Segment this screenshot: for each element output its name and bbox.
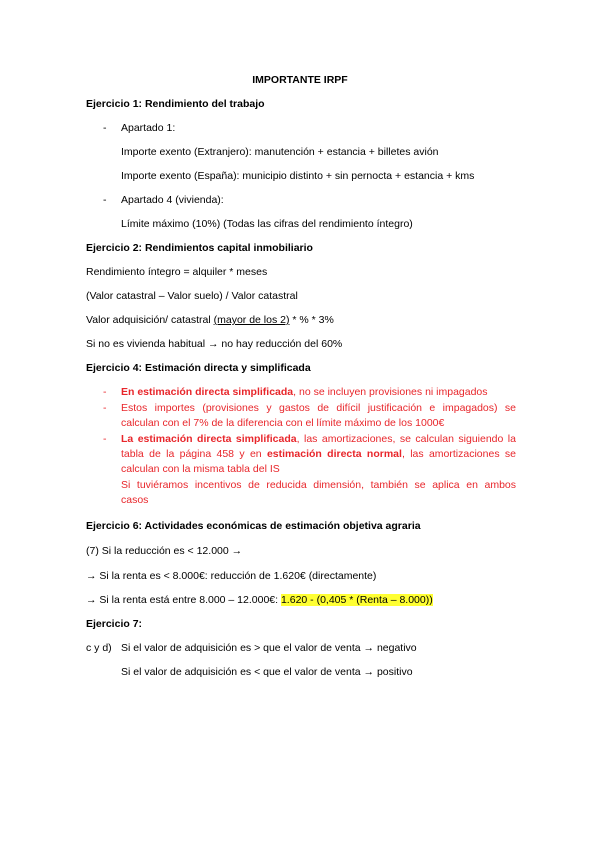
ej6-line1 xyxy=(86,544,242,558)
ej6-line2 xyxy=(86,569,376,583)
ej7-label: c y d) xyxy=(86,642,112,654)
ej6-line3-text: Si la renta está entre 8.000 – 12.000€: xyxy=(96,594,281,606)
ej4-b1-rest: , no se incluyen provisiones ni impagados xyxy=(293,386,488,398)
ej2-line3-a: Valor adquisición/ catastral xyxy=(86,314,214,326)
bullet-dash: - xyxy=(103,122,107,134)
ej6-line1-text: (7) Si la reducción es < 12.000 xyxy=(86,545,232,557)
arrow-icon: → xyxy=(363,642,375,654)
ej2-line4 xyxy=(86,337,342,351)
ej6-heading: Ejercicio 6: Actividades económicas de estimación objetiva agraria xyxy=(86,520,421,532)
ej4-b3-line4: Si tuviéramos incentivos de reducida dimensión, también se aplica en ambos xyxy=(121,479,516,491)
ej6-line3 xyxy=(86,593,433,607)
ej2-line4-b: no hay reducción del 60% xyxy=(218,338,343,350)
ej4-b3-line5: casos xyxy=(121,494,149,506)
ej4-heading: Ejercicio 4: Estimación directa y simplificada xyxy=(86,362,311,374)
ej4-b1-bold: En estimación directa simplificada xyxy=(121,386,294,398)
arrow-icon: → xyxy=(208,338,219,350)
ej2-heading: Ejercicio 2: Rendimientos capital inmobiliario xyxy=(86,242,313,254)
bullet-dash: - xyxy=(103,194,107,206)
ej1-bullet2: Apartado 4 (vivienda): xyxy=(121,194,224,206)
ej7-line1-result: negativo xyxy=(374,642,417,654)
ej4-b3-l2a: tabla de la página 458 y en xyxy=(121,448,267,460)
ej4-b3-l2c: , las amortizaciones se xyxy=(401,448,516,460)
ej7-line1-text: Si el valor de adquisición es > que el valor de venta xyxy=(121,642,364,654)
ej4-b2-line2: calculan con el 7% de la diferencia con el límite máximo de los 1000€ xyxy=(121,417,445,429)
bullet-dash: - xyxy=(103,386,107,398)
ej4-b3-line2 xyxy=(121,447,516,461)
ej4-b3-l2b: estimación directa normal xyxy=(266,448,402,460)
ej7-heading: Ejercicio 7: xyxy=(86,618,143,630)
ej7-line2 xyxy=(121,665,413,679)
ej1-line2: Importe exento (España): municipio distinto + sin pernocta + estancia + kms xyxy=(121,170,475,182)
ej4-b3-line3: calculan con la misma tabla del IS xyxy=(121,463,280,475)
ej7-line2-result: positivo xyxy=(374,666,413,678)
ej2-line3-c: * % * 3% xyxy=(289,314,334,326)
ej1-bullet1: Apartado 1: xyxy=(121,122,176,134)
ej6-highlighted-formula: 1.620 - (0,405 * (Renta – 8.000)) xyxy=(280,594,433,606)
ej1-heading: Ejercicio 1: Rendimiento del trabajo xyxy=(86,98,265,110)
arrow-icon: → xyxy=(86,594,97,606)
ej2-line3-underlined: (mayor de los 2) xyxy=(213,314,290,326)
ej2-line3 xyxy=(86,313,334,327)
bullet-dash: - xyxy=(103,402,107,414)
ej2-line1: Rendimiento íntegro = alquiler * meses xyxy=(86,266,268,278)
page-title: IMPORTANTE IRPF xyxy=(252,74,348,86)
arrow-icon: → xyxy=(231,545,243,557)
ej7-line2-text: Si el valor de adquisición es < que el valor de venta xyxy=(121,666,364,678)
arrow-icon: → xyxy=(86,570,97,582)
ej1-line1: Importe exento (Extranjero): manutención + estancia + billetes avión xyxy=(121,146,439,158)
ej2-line2: (Valor catastral – Valor suelo) / Valor catastral xyxy=(86,290,298,302)
ej4-b2-line1: Estos importes (provisiones y gastos de difícil justificación e impagados) se xyxy=(121,402,516,414)
ej1-line3: Límite máximo (10%) (Todas las cifras del rendimiento íntegro) xyxy=(121,218,413,230)
ej2-line4-a: Si no es vivienda habitual xyxy=(86,338,208,350)
ej4-b3-bold: La estimación directa simplificada xyxy=(121,433,297,445)
ej6-line2-text: Si la renta es < 8.000€: reducción de 1.620€ (directamente) xyxy=(96,570,377,582)
ej4-bullet1 xyxy=(121,385,488,399)
ej4-b3-rest1: , las amortizaciones, se calculan siguiendo la xyxy=(296,433,516,445)
bullet-dash: - xyxy=(103,433,107,445)
ej7-line1 xyxy=(121,641,417,655)
ej4-b3-line1 xyxy=(121,432,516,446)
arrow-icon: → xyxy=(363,666,375,678)
